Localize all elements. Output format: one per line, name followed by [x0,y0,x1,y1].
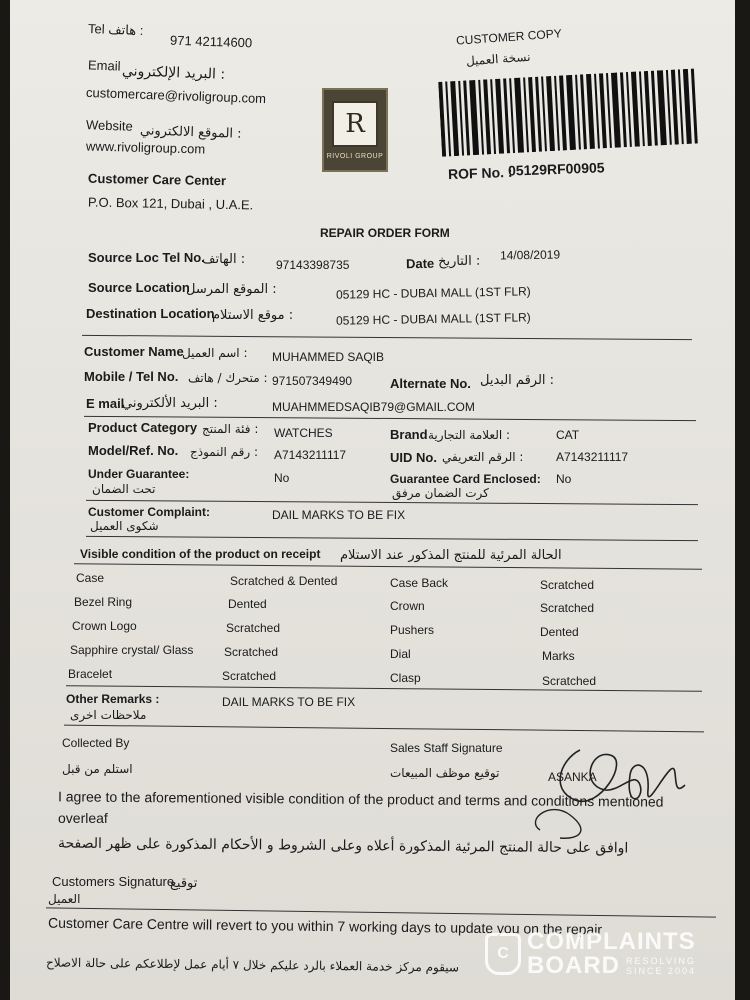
customer-copy-ar: نسخة العميل [465,49,531,69]
model-label: Model/Ref. No. [88,443,179,458]
other-remarks-label: Other Remarks : [66,692,160,706]
condition-part-right: Dial [390,647,411,661]
destination-location-value: 05129 HC - DUBAI MALL (1ST FLR) [335,310,531,328]
condition-part-right: Clasp [390,671,421,685]
customer-email-value: MUAHMMEDSAQIB79@GMAIL.COM [272,400,475,414]
repair-order-form [10,0,735,1000]
date-label: Date [405,255,435,272]
form-title: REPAIR ORDER FORM [320,226,450,240]
po-box: P.O. Box 121, Dubai , U.A.E. [87,194,254,213]
product-category-label-ar: فئة المنتج : [202,422,259,436]
model-value: A7143211117 [274,448,347,462]
condition-value-left: Scratched [226,621,281,635]
email-value: customercare@rivoligroup.com [85,84,267,107]
condition-value-right: Scratched [540,578,595,592]
condition-part-left: Bezel Ring [74,595,133,609]
destination-location-label-ar: موقع الاستلام : [212,308,294,323]
guarantee-card-label-ar: كرت الضمان مرفق [392,486,489,500]
watermark-line1: COMPLAINTS [527,928,696,955]
uid-label: UID No. [390,450,437,465]
date-label-ar: التاريخ : [437,253,481,270]
source-tel-label: Source Loc Tel No. [88,250,205,265]
customer-signature-label-ar: توقيع [170,876,198,891]
logo-letter: R [332,101,378,147]
divider [66,685,702,692]
condition-part-right: Case Back [390,576,449,590]
brand-label: Brand [390,427,428,442]
rivoli-logo [322,88,388,172]
condition-value-left: Scratched & Dented [230,574,338,588]
sales-staff-label: Sales Staff Signature [390,741,503,755]
website-value: www.rivoligroup.com [85,138,206,157]
condition-value-left: Scratched [222,669,277,683]
other-remarks-label-ar: ملاحظات اخرى [70,708,147,722]
guarantee-label: Under Guarantee: [88,467,190,481]
alternate-label-ar: الرقم البديل : [480,373,555,388]
guarantee-card-value: No [556,472,572,486]
customer-name-label: Customer Name [84,344,184,359]
rof-label: ROF No. : [447,163,513,183]
divider [86,536,698,541]
agreement-text-cont: overleaf [58,810,108,826]
condition-value-right: Scratched [542,674,597,688]
watermark-tag1: RESOLVING [626,956,696,966]
care-center-title: Customer Care Center [87,170,227,189]
condition-part-left: Crown Logo [72,619,137,633]
mobile-value: 971507349490 [272,374,353,388]
visible-condition-label-ar: الحالة المرئية للمنتج المذكور عند الاستلام [340,548,562,563]
model-label-ar: رقم النموذج : [190,445,259,459]
guarantee-label-ar: تحت الضمان [92,482,156,496]
destination-location-label: Destination Location [86,306,215,321]
condition-value-right: Marks [542,649,575,663]
brand-label-ar: العلامة التجارية : [428,428,511,442]
product-category-label: Product Category [88,420,198,435]
source-location-label-ar: الموقع المرسل : [186,282,277,297]
condition-value-right: Scratched [540,601,595,615]
collected-by-label: Collected By [62,736,130,750]
condition-value-left: Scratched [224,645,279,659]
source-tel-value: 97143398735 [276,258,350,272]
mobile-label-ar: متحرك / هاتف : [188,371,268,385]
customer-email-label: E mail [86,396,125,411]
condition-part-right: Pushers [390,623,435,637]
guarantee-card-label: Guarantee Card Enclosed: [390,472,541,486]
condition-part-left: Case [76,571,105,585]
logo-text: RIVOLI GROUP [326,152,384,160]
watermark [485,930,696,978]
source-tel-label-ar: الهاتف : [202,252,246,267]
collected-by-label-ar: استلم من قبل [62,762,133,776]
customer-copy-label: CUSTOMER COPY [455,26,563,48]
condition-part-right: Crown [390,599,425,613]
divider [74,563,702,569]
tel-label: Tel هاتف : [87,21,144,38]
condition-part-left: Bracelet [68,667,113,681]
customer-name-label-ar: اسم العميل : [182,346,248,360]
complaint-value: DAIL MARKS TO BE FIX [272,508,406,522]
sales-staff-label-ar: توقيع موظف المبيعات [390,766,500,780]
barcode [438,68,704,157]
alternate-label: Alternate No. [390,376,471,391]
website-label: Website [85,117,133,134]
agreement-text-ar: اوافق على حالة المنتج المرئية المذكورة أعلاه وعلى الشروط و الأحكام المذكورة على ظهر الصفحة [57,835,629,857]
watermark-line2: BOARD [527,952,620,979]
complaint-label: Customer Complaint: [88,505,211,519]
agreement-text: I agree to the aforementioned visible condition of the product and terms and conditions mentioned [57,788,664,810]
divider [82,335,692,340]
tel-value: 971 42114600 [169,32,253,51]
customer-signature-label: Customers Signature [52,874,175,889]
mobile-label: Mobile / Tel No. [84,369,179,384]
complaint-label-ar: شكوى العميل [90,519,159,533]
email-label-ar: البريد الإلكتروني : [121,63,226,83]
guarantee-value: No [274,471,290,485]
website-label-ar: الموقع الالكتروني : [139,123,242,142]
footer-text-ar: سيقوم مركز خدمة العملاء بالرد عليكم خلال ٧ أيام عمل لإطلاعكم على حالة الاصلاح [45,955,460,975]
handwritten-signature [520,730,700,850]
source-location-label: Source Location [88,280,190,295]
product-category-value: WATCHES [274,426,333,440]
rof-value: 05129RF00905 [507,159,605,179]
condition-value-right: Dented [540,625,579,639]
customer-name-value: MUHAMMED SAQIB [272,350,385,364]
sales-staff-name: ASANKA [548,770,597,784]
customer-signature-label-ar2: العميل [48,892,81,906]
footer-text: Customer Care Centre will revert to you within 7 working days to update you on the repair [47,914,603,938]
email-label: Email [87,57,121,74]
condition-value-left: Dented [228,597,267,611]
customer-email-label-ar: البريد الألكتروني : [122,396,218,411]
uid-value: A7143211117 [556,450,629,464]
other-remarks-value: DAIL MARKS TO BE FIX [222,695,356,709]
watermark-tag2: SINCE 2004 [626,966,697,976]
shield-icon: C [485,933,521,975]
source-location-value: 05129 HC - DUBAI MALL (1ST FLR) [335,284,531,302]
condition-part-left: Sapphire crystal/ Glass [70,643,194,657]
brand-value: CAT [556,428,580,442]
uid-label-ar: الرقم التعريفي : [442,450,524,464]
date-value: 14/08/2019 [499,247,561,263]
visible-condition-label: Visible condition of the product on receipt [80,547,321,561]
